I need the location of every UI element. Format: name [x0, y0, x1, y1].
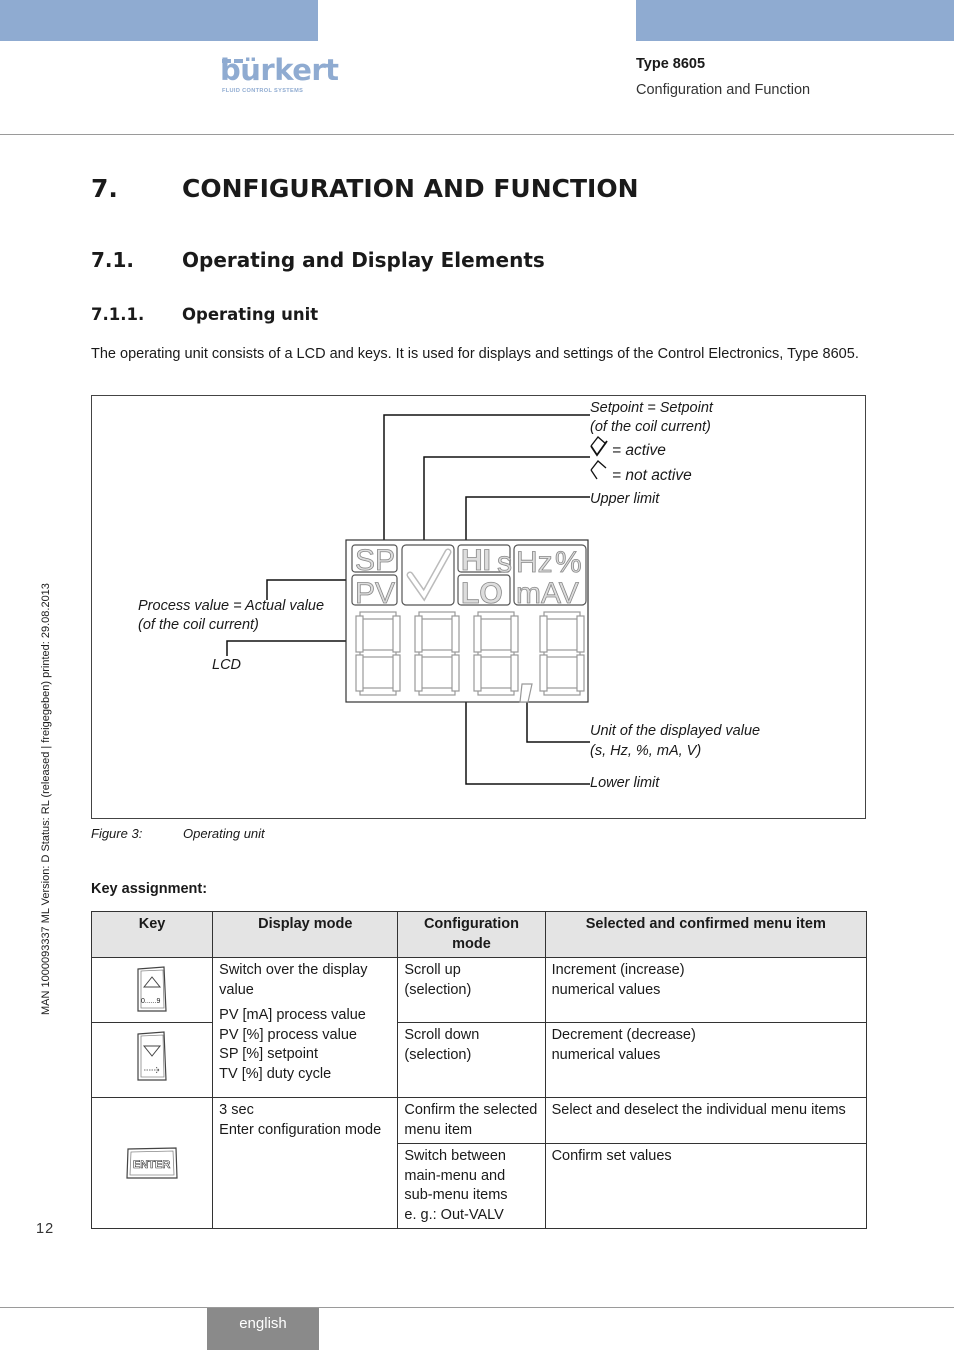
section-number: 7.1.: [91, 248, 135, 272]
doc-section: Configuration and Function: [636, 82, 811, 98]
lcd-pv: PV: [355, 577, 396, 610]
figure-caption-label: Figure 3:: [91, 826, 143, 841]
label-setpoint: Setpoint = Setpoint: [590, 400, 713, 416]
display-values-list: PV [mA] process value PV [%] process value SP [%] setpoint TV [%] duty cycle: [219, 1007, 366, 1082]
page-number: 12: [36, 1221, 55, 1237]
label-lcd: LCD: [212, 657, 242, 673]
label-setpoint-note: (of the coil current): [590, 419, 711, 435]
label-not-active: = not active: [612, 467, 692, 484]
lcd-percent: %: [555, 546, 582, 579]
up-key-label: 0......9: [141, 998, 161, 1005]
selected-enter-cell-1: Select and deselect the individual menu items: [545, 1098, 866, 1144]
display-enter-cell: 3 sec Enter configuration mode: [213, 1098, 398, 1229]
subsection-title: Operating unit: [182, 305, 319, 324]
selected-enter-cell-2: Confirm set values: [545, 1144, 866, 1229]
active-check-icon: [591, 437, 607, 455]
enter-key-label: ENTER: [133, 1159, 171, 1171]
doc-type: Type 8605: [636, 56, 706, 72]
key-cell-down: [92, 1023, 213, 1098]
col-header-display-mode: Display mode: [213, 912, 398, 958]
lcd-sp: SP: [355, 544, 396, 577]
lcd-s: s: [497, 546, 512, 579]
selected-up-cell: Increment (increase) numerical values: [545, 958, 866, 1023]
display-switch-text: Switch over the display value: [219, 962, 368, 998]
chapter-title: CONFIGURATION AND FUNCTION: [182, 174, 639, 203]
lcd-hz: Hz: [516, 546, 553, 579]
label-unit: Unit of the displayed value: [590, 723, 761, 739]
lcd-hi: HI: [461, 544, 491, 577]
config-up-cell: Scroll up (selection): [398, 958, 545, 1023]
section-title: Operating and Display Elements: [182, 248, 545, 272]
enter-key-icon: [124, 1145, 180, 1181]
footer-divider: [0, 1307, 954, 1308]
document-status-note: MAN 1000093337 ML Version: D Status: RL (released | freigegeben) printed: 29.08.2013: [40, 583, 52, 1015]
col-header-key: Key: [92, 912, 213, 958]
config-enter-cell-1: Confirm the selected menu item: [398, 1098, 545, 1144]
label-lower-limit: Lower limit: [590, 775, 660, 791]
chapter-number: 7.: [91, 174, 118, 203]
not-active-check-icon: [591, 461, 606, 479]
brand-tagline: FLUID CONTROL SYSTEMS: [222, 88, 304, 94]
key-assignment-title: Key assignment:: [91, 881, 208, 897]
lcd-mav: mAV: [516, 577, 579, 610]
table-row: [92, 1098, 867, 1144]
up-key-icon: [134, 963, 170, 1015]
intro-paragraph: The operating unit consists of a LCD and keys. It is used for displays and settings of the Control Electronics, Type 8605.: [91, 346, 859, 362]
label-active: = active: [612, 442, 666, 459]
subsection-number: 7.1.1.: [91, 305, 145, 324]
label-upper-limit: Upper limit: [590, 491, 660, 507]
key-cell-up: [92, 958, 213, 1023]
col-header-configuration-mode: Configuration mode: [398, 912, 545, 958]
label-unit-list: (s, Hz, %, mA, V): [590, 743, 702, 759]
down-key-icon: [134, 1028, 170, 1084]
figure-caption-text: Operating unit: [183, 826, 265, 841]
lcd-lo: LO: [461, 577, 503, 610]
config-down-cell: Scroll down (selection): [398, 1023, 545, 1098]
config-enter-cell-2: Switch between main-menu and sub-menu items e. g.: Out-VALV: [398, 1144, 545, 1229]
label-process-value: Process value = Actual value: [138, 598, 325, 614]
table-row: [92, 1023, 867, 1098]
brand-name: bürkert: [220, 53, 339, 87]
table-header-row: [92, 912, 867, 958]
key-cell-enter: [92, 1098, 213, 1229]
key-assignment-table: [91, 911, 867, 1229]
selected-down-cell: Decrement (decrease) numerical values: [545, 1023, 866, 1098]
language-tab: english: [207, 1308, 319, 1350]
label-process-note: (of the coil current): [138, 617, 259, 633]
col-header-selected-item: Selected and confirmed menu item: [545, 912, 866, 958]
display-mode-cell: [213, 958, 398, 1098]
table-row: [92, 958, 867, 1023]
